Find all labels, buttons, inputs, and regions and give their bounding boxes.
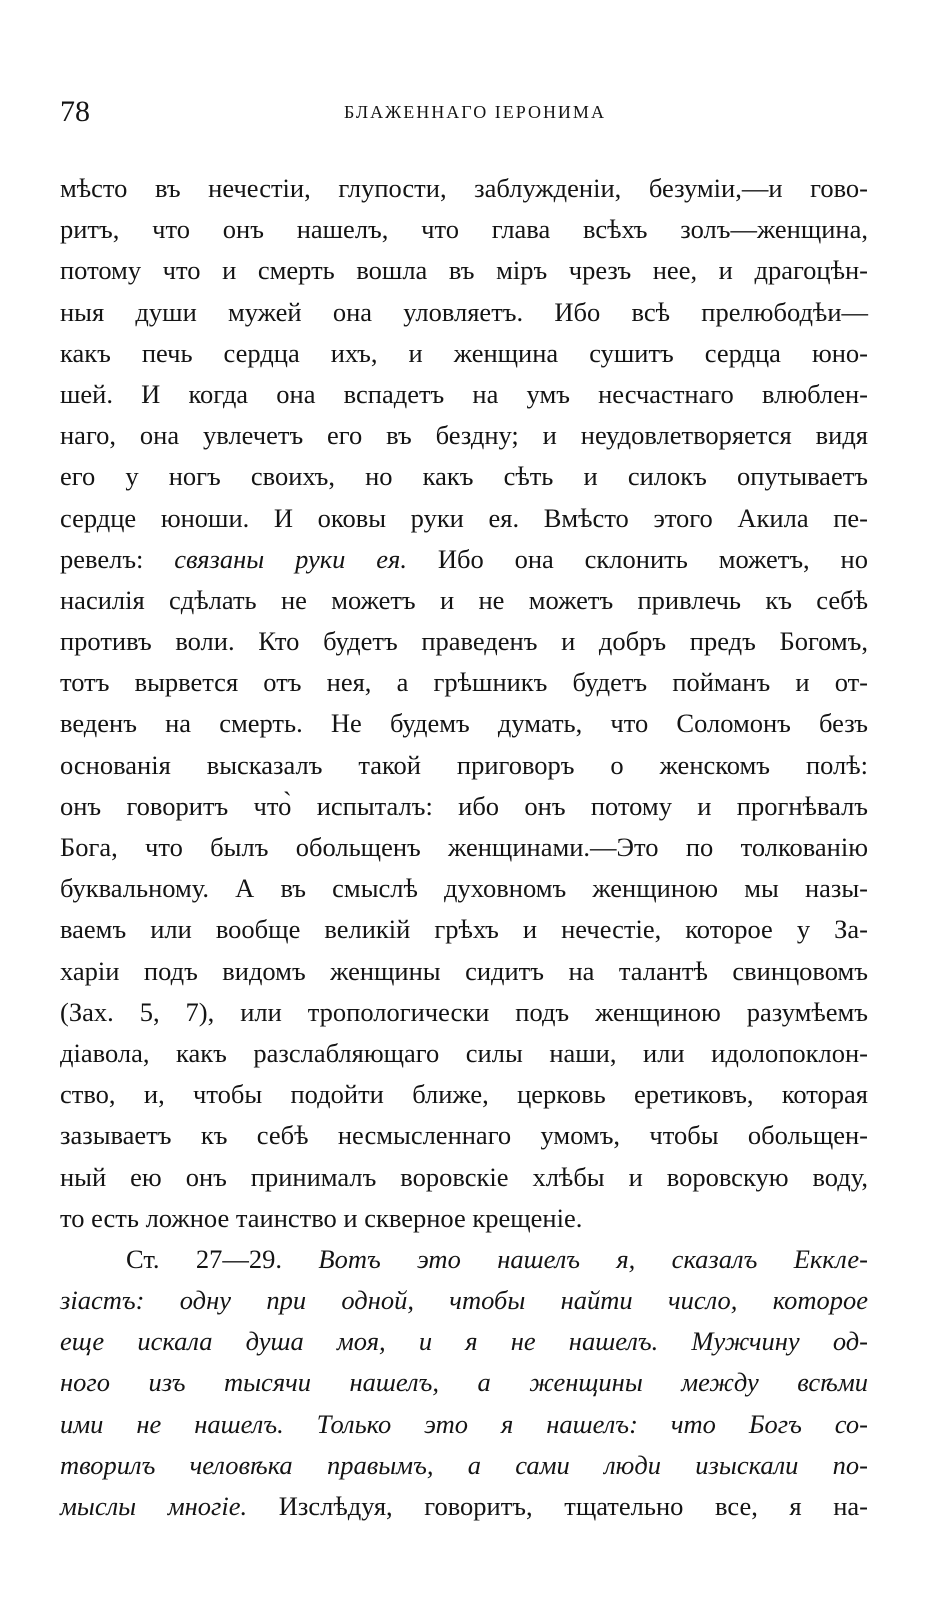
verse-reference: Ст. 27—29. [126,1243,283,1274]
italic-text-line: ими не нашелъ. Только это я нашелъ: что Богъ со- [60,1408,868,1439]
text-line: основанія высказалъ такой приговоръ о женскомъ полѣ: [60,749,868,780]
text-line: тотъ вырвется отъ нея, а грѣшникъ будетъ пойманъ и от- [60,667,868,698]
text-line: какъ печь сердца ихъ, и женщина сушитъ сердца юно- [60,337,868,368]
page-header [60,92,870,132]
text-line: веденъ на смерть. Не будемъ думать, что Соломонъ безъ [60,708,868,739]
line-end: Изслѣдуя, говоритъ, тщательно все, я на- [278,1491,869,1521]
text-line: ныя души мужей она уловляетъ. Ибо всѣ прелюбодѣи— [60,296,868,327]
italic-text-line: зіастъ: одну при одной, чтобы найти число, которое [60,1285,868,1316]
text-line: (Зах. 5, 7), или тропологически подъ женщиною разумѣемъ [60,996,868,1027]
text-line: его у ногъ своихъ, но какъ сѣть и силокъ опутываетъ [60,461,868,492]
text-line: шей. И когда она вспадетъ на умъ несчастнаго влюблен- [60,378,868,409]
text-line: Бога, что былъ обольщенъ женщинами.—Это по толкованію [60,832,868,862]
text-line: харіи подъ видомъ женщины сидитъ на талантѣ свинцовомъ [60,955,868,986]
text-line: ство, и, чтобы подойти ближе, церковь еретиковъ, которая [60,1079,868,1110]
text-line: наго, она увлечетъ его въ бездну; и неудовлетворяется видя [60,420,868,451]
italic-quote: Вотъ это нашелъ я, сказалъ Еккле- [318,1243,869,1274]
text-line: ритъ, что онъ нашелъ, что глава всѣхъ золъ—женщина, [60,214,868,245]
text-line-mixed [60,1486,868,1527]
text-line: ваемъ или вообще великій грѣхъ и нечестіе, которое у За- [60,914,868,945]
text-line-paragraph-end: то есть ложное таинство и скверное крещеніе. [60,1202,583,1233]
italic-text-line: творилъ человѣка правымъ, а сами люди изыскали по- [60,1449,868,1480]
text-line: зазываетъ къ себѣ несмысленнаго умомъ, чтобы обольщен- [60,1120,868,1151]
italic-text-line: еще искала душа моя, и я не нашелъ. Мужчину од- [60,1326,868,1357]
italic-text-line: ного изъ тысячи нашелъ, а женщины между всѣми [60,1367,868,1398]
text-line: сердце юноши. И оковы руки ея. Вмѣсто этого Акила пе- [60,502,868,533]
page-number: 78 [60,95,90,128]
line-end: Ибо она склонить можетъ, но [437,543,868,574]
text-line: насилія сдѣлать не можетъ и не можетъ привлечь къ себѣ [60,584,868,615]
text-line: мѣсто въ нечестіи, глупости, заблужденіи, безуміи,—и гово- [60,173,868,203]
text-line: діавола, какъ разслабляющаго силы наши, или идолопоклон- [60,1037,868,1068]
body-text [60,168,868,1527]
italic-quote: связаны руки ея. [174,543,407,574]
text-line: буквальному. А въ смыслѣ духовномъ женщиною мы назы- [60,873,868,904]
line-start: ревелъ: [60,543,144,574]
running-title: БЛАЖЕННАГО ІЕРОНИМА [344,102,606,122]
text-line: ный ею онъ принималъ воровскіе хлѣбы и воровскую воду, [60,1161,868,1192]
paragraph-start-line [60,1239,868,1280]
text-line: онъ говоритъ что̀ испыталъ: ибо онъ потому и прогнѣвалъ [60,790,868,821]
text-line: потому что и смерть вошла въ міръ чрезъ нее, и драгоцѣн- [60,255,868,286]
italic-quote-end: мыслы многіе. [60,1491,248,1521]
text-line-with-quote [60,539,868,580]
text-line: противъ воли. Кто будетъ праведенъ и добръ предъ Богомъ, [60,626,868,657]
